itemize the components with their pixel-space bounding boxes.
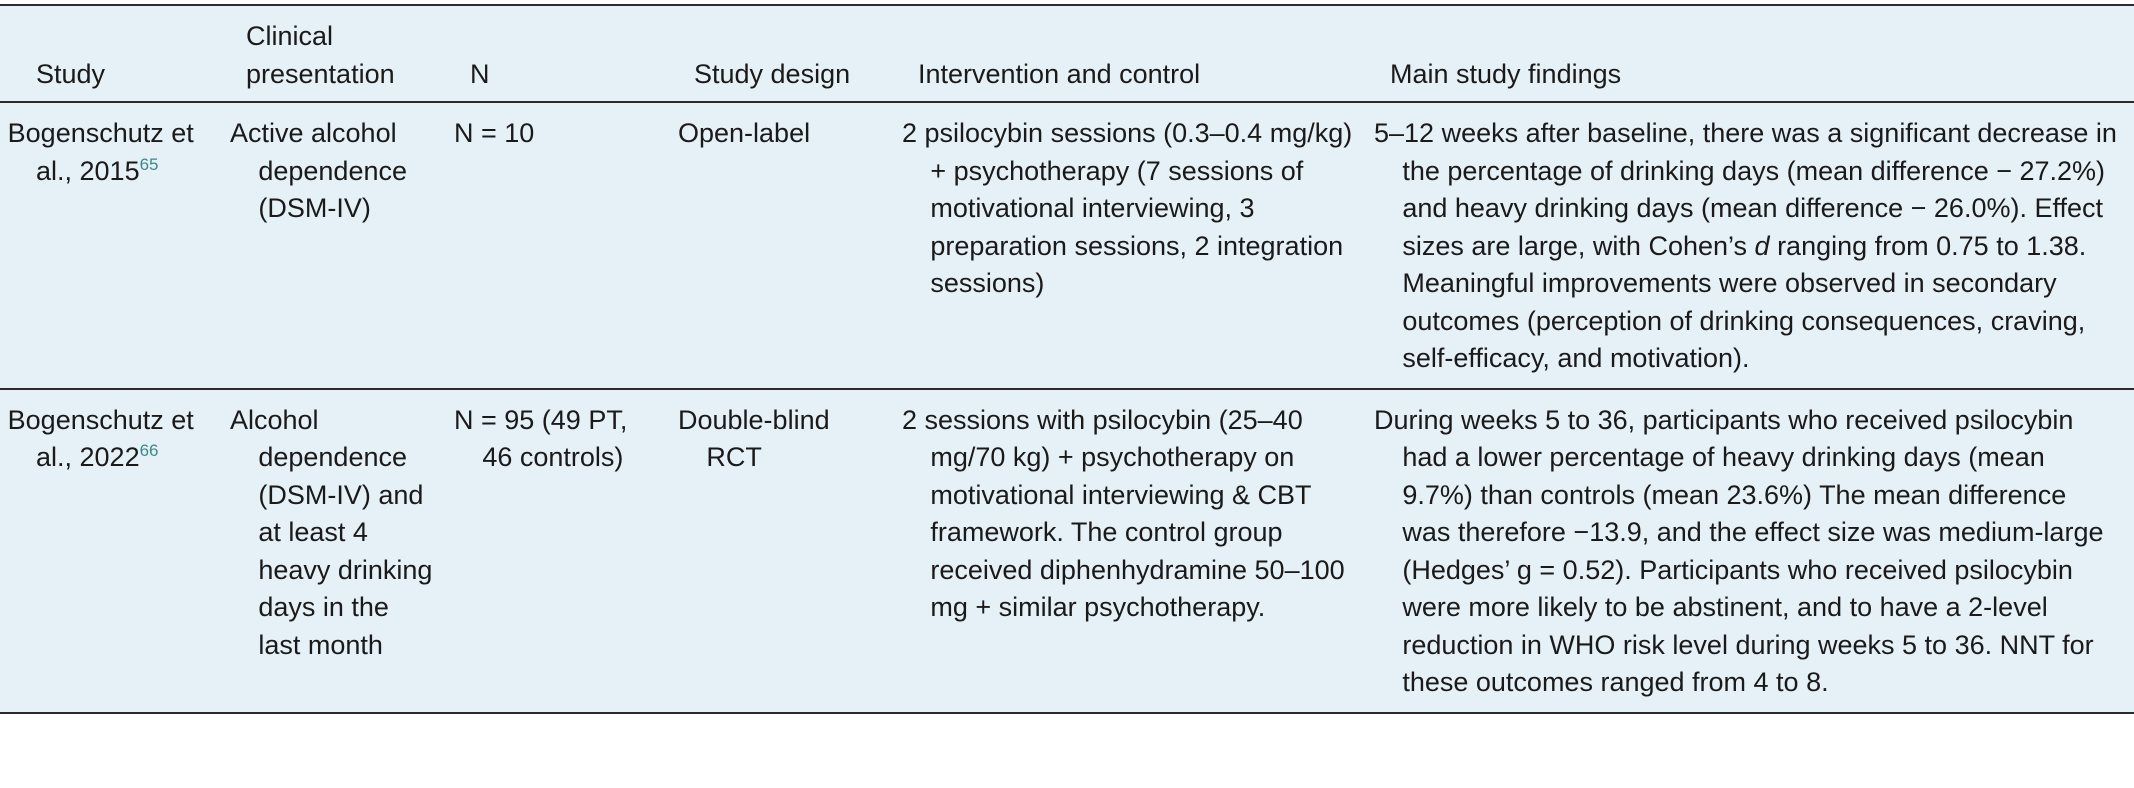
header-clinical-presentation: Clinical presentation bbox=[246, 21, 395, 89]
cell-study bbox=[0, 102, 230, 389]
study-name: Bogenschutz et al., 2022 bbox=[7, 404, 194, 472]
header-study-design: Study design bbox=[694, 58, 851, 89]
cell-findings bbox=[1374, 102, 2134, 389]
study-name: Bogenschutz et al., 2015 bbox=[7, 118, 194, 186]
reference-link[interactable]: 66 bbox=[139, 441, 159, 460]
table-header bbox=[0, 5, 2134, 102]
header-findings: Main study findings bbox=[1390, 58, 1622, 89]
findings-part-b: ranging from 0.75 to 1.38. Meaningful improvements were observed in secondary outcomes (perception of drinking consequences, craving, self-efficacy, and motivation). bbox=[1402, 230, 2087, 373]
cell-n: N = 95 (49 PT, 46 controls) bbox=[454, 404, 628, 472]
cell-n: N = 10 bbox=[454, 118, 535, 148]
reference-link[interactable]: 65 bbox=[139, 154, 159, 174]
cell-study-design: Open-label bbox=[678, 118, 811, 148]
cell-clinical-presentation: Active alcohol dependence (DSM-IV) bbox=[230, 118, 407, 223]
header-study: Study bbox=[36, 58, 106, 89]
study-table-container bbox=[0, 4, 2134, 714]
cell-clinical-presentation: Alcohol dependence (DSM-IV) and at least 4 heavy drinking days in the last month bbox=[230, 404, 433, 660]
cell-intervention: 2 psilocybin sessions (0.3–0.4 mg/kg) + psychotherapy (7 sessions of motivational interviewing, 3 preparation sessions, 2 integration sessions) bbox=[902, 118, 1353, 298]
header-row bbox=[0, 5, 2134, 102]
header-n: N bbox=[470, 58, 490, 89]
cell-intervention: 2 sessions with psilocybin (25–40 mg/70 kg) + psychotherapy on motivational interviewing & CBT framework. The control group received diphenhydramine 50–100 mg + similar psychotherapy. bbox=[902, 404, 1345, 622]
header-intervention: Intervention and control bbox=[918, 58, 1201, 89]
table-row bbox=[0, 389, 2134, 713]
cell-findings: During weeks 5 to 36, participants who received psilocybin had a lower percentage of heavy drinking days (mean 9.7%) than controls (mean 23.6%) The mean difference was therefore −13.9, and the effect size was medium-large (Hedges’ g = 0.52). Participants who received psilocybin were more likely to be abstinent, and to have a 2-level reduction in WHO risk level during weeks 5 to 36. NNT for these outcomes ranged from 4 to 8. bbox=[1374, 404, 2104, 697]
findings-part-a: 5–12 weeks after baseline, there was a significant decrease in the percentage of drinking days (mean difference − 27.2%) and heavy drinking days (mean difference − 26.0%). Effect sizes are large, with Cohen’s bbox=[1374, 118, 2117, 261]
cell-study bbox=[0, 389, 230, 713]
study-table bbox=[0, 4, 2134, 714]
findings-italic: d bbox=[1754, 230, 1770, 261]
cell-study-design: Double-blind RCT bbox=[678, 404, 830, 472]
table-row bbox=[0, 102, 2134, 389]
